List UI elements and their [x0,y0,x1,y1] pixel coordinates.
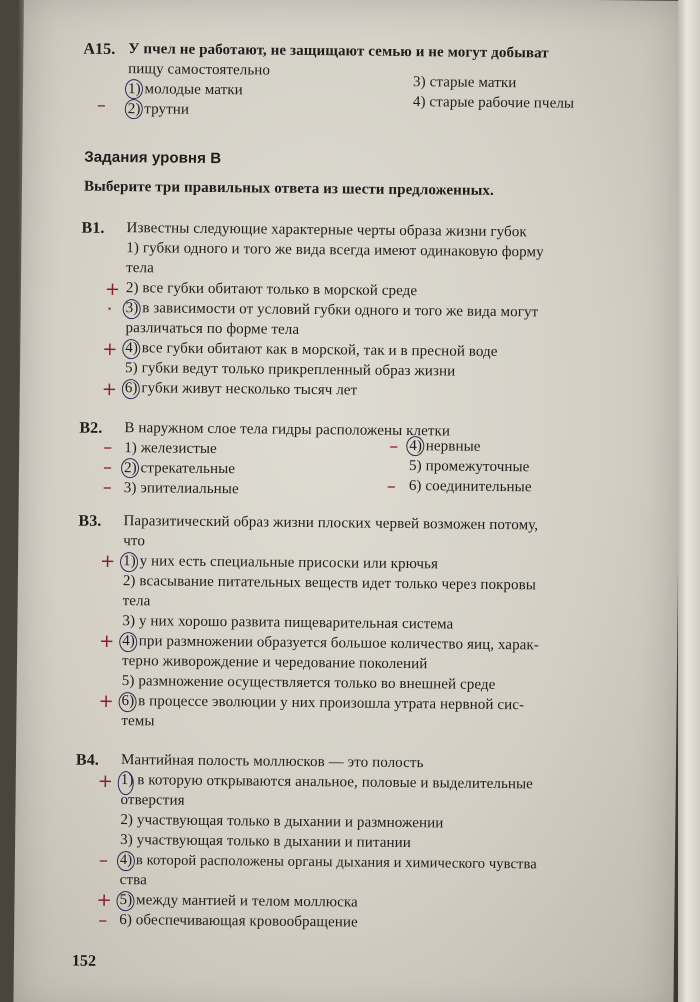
plus-mark-icon: + [102,338,118,360]
answer-circle-icon [122,339,140,359]
b2-option-6: 6) соединительные [408,478,532,496]
answer-circle-icon [118,692,136,712]
dash-mark-icon: – [103,436,113,458]
b3-option-3: 3) у них хорошо развита пищеварительная система [122,613,454,633]
b3-option-2-cont: тела [122,593,151,610]
b1-option-2: 2) все губки обитают только в морской среде [125,280,418,300]
b3-option-6: 6) в процессе эволюции у них произошла утрата нервной сис- [121,693,525,714]
answer-circle-icon [117,851,135,871]
b2-option-2: 2) стрекательные [123,460,236,478]
b3-question: Паразитический образ жизни плоских червей возможен потому, [123,513,539,534]
answer-circle-icon [116,891,134,911]
dash-mark-icon: – [102,456,113,478]
plus-mark-icon: + [97,770,113,792]
cross-mark-icon: + [104,278,121,301]
b3-option-1: 1) у них есть специальные присоски или крючья [122,553,439,573]
b4-option-5: 5) между мантией и телом моллюска [119,892,358,911]
b1-option-6: 6) губки живут несколько тысяч лет [124,380,358,399]
plus-mark-icon: + [99,550,116,572]
plus-mark-icon: + [96,889,112,911]
b1-option-1-cont: тела [126,260,154,277]
b1-number: В1. [81,219,105,237]
next-page-edge [678,0,700,1002]
b1-question: Известны следующие характерные черты образа жизни губок [126,220,527,241]
answer-circle-icon [122,379,140,399]
page-number: 152 [71,952,97,970]
b2-option-5: 5) промежуточные [408,458,530,476]
answer-circle-icon [125,79,143,99]
b1-option-3: 3) в зависимости от условий губки одного и того же вида могут [125,300,539,321]
b1-option-3-cont: различаться по форме тела [125,320,300,338]
b2-option-4: 4) нервные [409,438,481,455]
b4-option-4: 4) в которой расположены органы дыхания и химического чувства [119,852,537,873]
b3-option-2: 2) всасывание питательных веществ идет только через покровы [122,573,537,594]
b1-option-5: 5) губки ведут только прикрепленный образ жизни [125,360,456,380]
section-instruction: Выберите три правильных ответа из шести предложенных. [83,178,494,199]
a15-question-line1: У пчел не работают, не защищают семью и не могут добыват [128,41,549,62]
answer-circle-icon [125,99,143,119]
b4-option-3: 3) участвующая только в дыхании и питании [120,832,412,852]
a15-option-1: 1) молодые матки [127,81,243,99]
dash-mark-icon: – [96,94,106,116]
b4-option-6: 6) обеспечивающая кровообращение [119,912,358,931]
answer-circle-icon [119,632,137,652]
plus-mark-icon: + [99,630,115,652]
dash-mark-icon: – [102,476,112,498]
b4-option-4-cont: ства [119,872,147,889]
a15-option-2: 2) трутни [127,101,190,118]
a15-option-4: 4) старые рабочие пчелы [412,94,575,112]
b1-option-1: 1) губки одного и того же вида всегда имеют одинаковую форму [126,240,544,261]
b4-option-1-cont: отверстия [120,792,185,809]
b3-option-4-cont: терно живорождение и чередование поколений [121,653,428,673]
b3-question-cont: что [123,533,146,550]
a15-question-line2: пищу самостоятельно [128,61,271,79]
b2-number: В2. [79,419,103,437]
a15-number: А15. [83,40,116,58]
plus-mark-icon: + [101,378,118,400]
b3-option-5: 5) размножение осуществляется только во внешней среде [121,673,496,693]
b1-option-4: 4) все губки обитают как в морской, так и в пресной воде [125,340,498,360]
b2-question: В наружном слое тела гидры расположены клетки [124,420,451,440]
answer-circle-icon [120,552,138,572]
textbook-page [13,0,684,1002]
b2-option-1: 1) железистые [124,440,217,458]
b4-option-1: 1) в которую открываются анальное, половые и выделительные [120,772,534,793]
b2-option-3: 3) эпителиальные [123,480,239,498]
plus-mark-icon: + [98,690,114,712]
a15-option-3: 3) старые матки [413,74,517,92]
dash-mark-icon: – [98,849,109,871]
answer-circle-icon [121,458,139,478]
b4-option-2: 2) участвующая только в дыхании и размножении [120,812,444,832]
answer-circle-icon [123,299,141,319]
b4-number: В4. [75,751,100,769]
answer-circle-icon [406,436,424,456]
section-title: Задания уровня В [84,148,222,168]
b3-option-4: 4) при размножении образуется большое количество яиц, харак- [122,633,540,654]
dash-mark-icon: · [106,298,113,320]
dash-mark-icon: – [389,435,399,457]
b4-question: Мантийная полость моллюсков — это полость [120,752,424,772]
b3-option-6-cont: темы [121,713,155,730]
dash-mark-icon: – [386,475,396,497]
b3-number: В3. [78,512,102,530]
dash-mark-icon: – [98,909,108,931]
